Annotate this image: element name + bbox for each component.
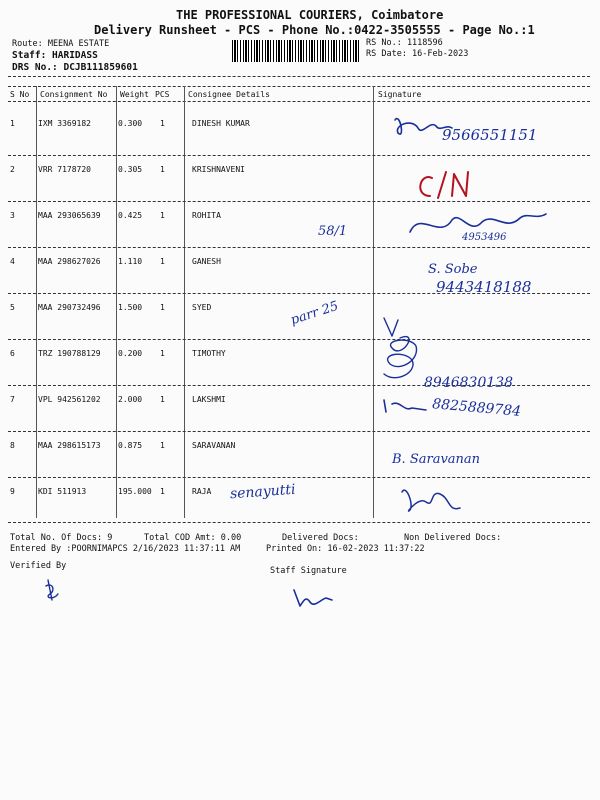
row5-handwritten-note: parr 25 <box>288 298 341 329</box>
row-consignee: SARAVANAN <box>192 441 236 450</box>
row-consignment: VPL 942561202 <box>38 395 101 404</box>
non-delivered-docs: Non Delivered Docs: <box>404 533 502 543</box>
route: Route: MEENA ESTATE <box>12 39 110 49</box>
printed-on: Printed On: 16-02-2023 11:37:22 <box>266 544 425 554</box>
row-pcs: 1 <box>160 441 165 450</box>
row-weight: 0.305 <box>118 165 143 174</box>
row-pcs: 1 <box>160 165 165 174</box>
row-pcs: 1 <box>160 119 165 128</box>
col-header-weight: Weight <box>120 90 149 99</box>
col-header-pcs: PCS <box>155 90 170 99</box>
row-consignment: MAA 298615173 <box>38 441 101 450</box>
row-pcs: 1 <box>160 303 165 312</box>
row-sno: 7 <box>10 395 15 404</box>
row9-handwritten-note: senayutti <box>229 481 296 503</box>
row-consignee: DINESH KUMAR <box>192 119 250 128</box>
row1-handwritten-phone: 9566551151 <box>442 126 538 144</box>
row3-handwritten-note: 58/1 <box>318 224 348 239</box>
total-docs: Total No. Of Docs: 9 <box>10 533 113 543</box>
row-weight: 195.000 <box>118 487 152 496</box>
row-weight: 2.000 <box>118 395 143 404</box>
row-consignment: MAA 298627026 <box>38 257 101 266</box>
rs-number: RS No.: 1118596 <box>366 38 443 48</box>
entered-by: Entered By :POORNIMAPCS 2/16/2023 11:37:11 AM <box>10 544 241 554</box>
delivered-docs: Delivered Docs: <box>282 533 359 543</box>
row-consignee: LAKSHMI <box>192 395 226 404</box>
row-consignment: MAA 293065639 <box>38 211 101 220</box>
row-sno: 6 <box>10 349 15 358</box>
row-weight: 0.200 <box>118 349 143 358</box>
row4-handwritten-phone: 9443418188 <box>436 278 532 296</box>
row6-handwritten-phone: 8946830138 <box>424 375 514 391</box>
row7-handwritten-phone: 8825889784 <box>431 396 522 420</box>
total-cod: Total COD Amt: 0.00 <box>144 533 242 543</box>
drs-number: DRS No.: DCJB111859601 <box>12 62 138 73</box>
row-pcs: 1 <box>160 487 165 496</box>
row-consignment: VRR 7178720 <box>38 165 91 174</box>
row-consignee: SYED <box>192 303 212 312</box>
runsheet-title: Delivery Runsheet - PCS - Phone No.:0422-3505555 - Page No.:1 <box>94 23 535 37</box>
row-pcs: 1 <box>160 211 165 220</box>
verified-by: Verified By <box>10 561 67 571</box>
row-consignee: RAJA <box>192 487 212 496</box>
row-sno: 1 <box>10 119 15 128</box>
row-sno: 4 <box>10 257 15 266</box>
staff-signature-label: Staff Signature <box>270 566 347 576</box>
row4-handwritten-name: S. Sobe <box>428 262 478 277</box>
row-consignee: GANESH <box>192 257 221 266</box>
rs-date: RS Date: 16-Feb-2023 <box>366 49 469 59</box>
row-pcs: 1 <box>160 349 165 358</box>
row-consignment: TRZ 190788129 <box>38 349 101 358</box>
company-name: THE PROFESSIONAL COURIERS, Coimbatore <box>176 8 444 22</box>
row-weight: 0.425 <box>118 211 143 220</box>
row-sno: 8 <box>10 441 15 450</box>
row-consignee: TIMOTHY <box>192 349 226 358</box>
row-sno: 9 <box>10 487 15 496</box>
col-header-consignment: Consignment No <box>40 90 108 99</box>
row-consignment: IXM 3369182 <box>38 119 91 128</box>
row3-handwritten-phone: 4953496 <box>462 232 507 243</box>
row-weight: 0.300 <box>118 119 143 128</box>
row-sno: 2 <box>10 165 15 174</box>
col-header-signature: Signature <box>378 90 422 99</box>
row-consignment: MAA 290732496 <box>38 303 101 312</box>
row-weight: 1.110 <box>118 257 143 266</box>
row8-handwritten-name: B. Saravanan <box>392 452 481 467</box>
row-consignment: KDI 511913 <box>38 487 87 496</box>
row-sno: 3 <box>10 211 15 220</box>
row-consignee: KRISHNAVENI <box>192 165 245 174</box>
staff: Staff: HARIDASS <box>12 50 98 61</box>
col-header-sno: S No <box>10 90 30 99</box>
row-weight: 1.500 <box>118 303 143 312</box>
row-consignee: ROHITA <box>192 211 221 220</box>
row-weight: 0.875 <box>118 441 143 450</box>
row-pcs: 1 <box>160 257 165 266</box>
row-pcs: 1 <box>160 395 165 404</box>
row-sno: 5 <box>10 303 15 312</box>
col-header-consignee: Consignee Details <box>188 90 270 99</box>
